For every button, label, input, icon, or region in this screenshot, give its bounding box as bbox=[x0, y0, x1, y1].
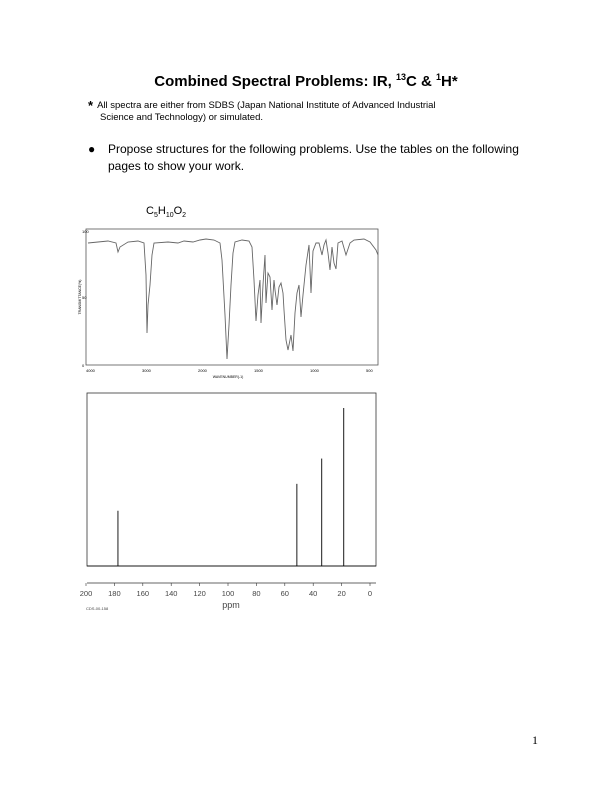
instruction bbox=[88, 141, 548, 175]
nmr-tick-label: 160 bbox=[136, 589, 150, 598]
nmr-tick-label: 20 bbox=[337, 589, 346, 598]
nmr-tick-label: 180 bbox=[108, 589, 121, 598]
ir-xtick: 3000 bbox=[142, 368, 151, 373]
nmr-xlabel: ppm bbox=[222, 600, 240, 610]
nmr-tick-label: 120 bbox=[193, 589, 206, 598]
ir-xtick: 500 bbox=[366, 368, 373, 373]
nmr-tick-label: 200 bbox=[79, 589, 93, 598]
molecular-formula: $C_5H_{10}O_2$ bbox=[146, 205, 187, 220]
ir-ytick-50: 50 bbox=[82, 295, 87, 300]
note-line-1: All spectra are either from SDBS (Japan National Institute of Advanced Industrial bbox=[97, 100, 436, 111]
page-number: 1 bbox=[532, 733, 538, 747]
ir-ytick-0: 0 bbox=[82, 363, 85, 368]
page-title: Combined Spectral Problems: IR, $^{13}$C & $^1$H* bbox=[154, 72, 458, 90]
nmr-tick-label: 40 bbox=[309, 589, 318, 598]
ir-frame bbox=[86, 229, 378, 365]
note-line-2: Science and Technology) or simulated. bbox=[100, 112, 264, 123]
nmr-frame bbox=[87, 393, 376, 566]
nmr-tick-label: 140 bbox=[164, 589, 178, 598]
ir-xlabel: WAVENUMBER(-1) bbox=[212, 375, 244, 379]
ir-ylabel: TRANSMITTANCE(%) bbox=[78, 279, 82, 315]
nmr-tick-label: 0 bbox=[367, 589, 373, 598]
source-note bbox=[88, 100, 508, 124]
nmr-tick-label: 80 bbox=[252, 589, 261, 598]
asterisk: * bbox=[88, 98, 94, 113]
c13-nmr-spectrum bbox=[78, 388, 384, 620]
instruction-text: Propose structures for the following problems. Use the tables on the following pages to show your work. bbox=[108, 142, 519, 173]
ir-spectrum bbox=[78, 225, 384, 383]
ir-trace bbox=[88, 239, 378, 359]
nmr-code: CDS-00-158 bbox=[86, 606, 109, 611]
nmr-tick-label: 100 bbox=[221, 589, 235, 598]
nmr-tick-label: 60 bbox=[280, 589, 289, 598]
bullet-icon: ● bbox=[88, 142, 96, 156]
ir-xtick: 1000 bbox=[310, 368, 319, 373]
ir-xtick: 4000 bbox=[86, 368, 95, 373]
ir-ytick-100: 100 bbox=[82, 229, 89, 234]
ir-xtick: 1500 bbox=[254, 368, 263, 373]
ir-xtick: 2000 bbox=[198, 368, 207, 373]
